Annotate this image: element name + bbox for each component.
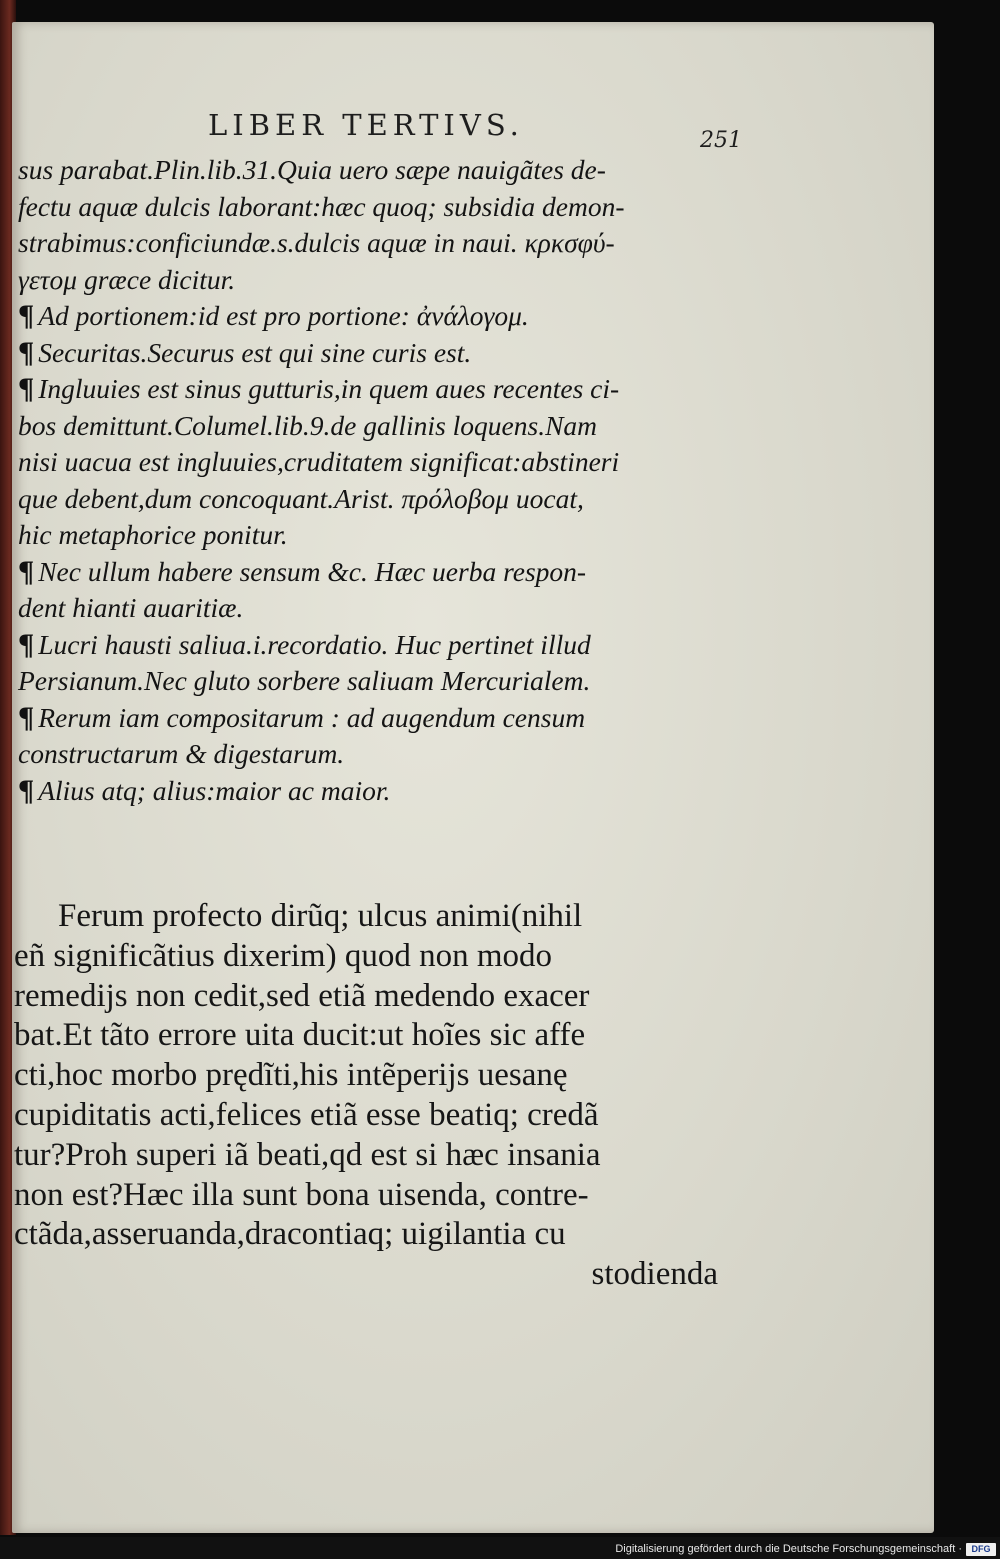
main-text-line: ctãda,asseruanda,dracontiaq; uigilantia cu: [14, 1216, 566, 1253]
commentary-line: [18, 554, 748, 591]
commentary-text: bos demittunt.Columel.lib.9.de gallinis loquens.Nam: [18, 409, 598, 441]
main-text-line: bat.Et tãto errore uita ducit:ut hoĩes sic affe: [14, 1017, 586, 1054]
commentary-line: [18, 590, 748, 627]
commentary-line: [18, 189, 748, 226]
commentary-line: [18, 225, 748, 262]
commentary-line: [18, 444, 748, 481]
commentary-text: Rerum iam compositarum : ad augendum censum: [38, 701, 586, 733]
commentary-text: Lucri hausti saliua.i.recordatio. Huc pertinet illud: [38, 628, 591, 660]
commentary-notes: [18, 152, 748, 809]
commentary-text: Securitas.Securus est qui sine curis est.: [38, 336, 472, 368]
pilcrow-mark: ¶: [18, 700, 35, 734]
main-text-line: cupiditatis acti,felices etiã esse beatiq; credã: [14, 1096, 599, 1133]
commentary-line: [18, 298, 748, 335]
main-text-line: Ferum profecto dirũq; ulcus animi(nihil: [58, 898, 583, 934]
commentary-line: [18, 700, 748, 737]
commentary-text: Nec ullum habere sensum &c. Hæc uerba respon-: [38, 555, 587, 587]
commentary-line: [18, 517, 748, 554]
commentary-line: [18, 627, 748, 664]
running-head: LIBER TERTIVS.: [208, 108, 524, 142]
commentary-text: dent hianti auaritiæ.: [18, 592, 244, 623]
pilcrow-mark: ¶: [18, 773, 35, 807]
pilcrow-mark: ¶: [18, 554, 35, 588]
commentary-text: Persianum.Nec gluto sorbere saliuam Mercurialem.: [18, 665, 591, 696]
page-number: 251: [700, 128, 742, 153]
commentary-text: nisi uacua est ingluuies,cruditatem significat:abstineri: [18, 446, 620, 477]
commentary-line: [18, 262, 748, 299]
pilcrow-mark: ¶: [18, 372, 35, 405]
commentary-line: [18, 335, 748, 372]
commentary-line: [18, 152, 748, 189]
commentary-line: [18, 371, 748, 408]
main-text-line: non est?Hæc illa sunt bona uisenda, contre-: [14, 1176, 589, 1213]
commentary-text: hic metaphorice ponitur.: [18, 519, 288, 550]
pilcrow-mark: ¶: [18, 299, 35, 332]
main-text-block: [14, 897, 744, 1295]
catchword-line: stodienda: [591, 1256, 718, 1293]
commentary-text: strabimus:conficiundæ.s.dulcis aquæ in naui. κρκσφύ-: [18, 227, 615, 258]
commentary-line: [18, 663, 748, 700]
footer-bar: [0, 1537, 1000, 1559]
commentary-line: [18, 408, 748, 445]
commentary-line: [18, 481, 748, 518]
main-text-line: eñ significãtius dixerim) quod non modo: [14, 937, 553, 974]
commentary-text: Ingluuies est sinus gutturis,in quem aues recentes ci-: [38, 373, 620, 404]
commentary-text: Ad portionem:id est pro portione: ἀνάλογομ.: [38, 300, 529, 331]
commentary-text: Alius atq; alius:maior ac maior.: [38, 774, 391, 806]
commentary-text: fectu aquæ dulcis laborant:hæc quoq; subsidia demon-: [18, 190, 625, 222]
main-text-line: cti,hoc morbo prędĩti,his intẽperijs uesanę: [14, 1057, 568, 1094]
dfg-logo: DFG: [966, 1543, 996, 1556]
commentary-text: que debent,dum concoquant.Arist. πρόλοβομ uocat,: [18, 482, 584, 514]
commentary-line: [18, 736, 748, 773]
funding-credit: Digitalisierung gefördert durch die Deutsche Forschungsgemeinschaft ·: [615, 1543, 962, 1555]
pilcrow-mark: ¶: [18, 335, 35, 369]
main-text-line: remedijs non cedit,sed etiã medendo exacer: [14, 977, 590, 1014]
pilcrow-mark: ¶: [18, 627, 35, 661]
commentary-text: constructarum & digestarum.: [18, 738, 345, 769]
commentary-line: [18, 773, 748, 810]
commentary-text: γετομ græce dicitur.: [18, 263, 236, 295]
main-text-line: tur?Proh superi iã beati,qd est si hæc insania: [14, 1136, 601, 1173]
commentary-text: sus parabat.Plin.lib.31.Quia uero sæpe nauigãtes de-: [18, 154, 606, 185]
